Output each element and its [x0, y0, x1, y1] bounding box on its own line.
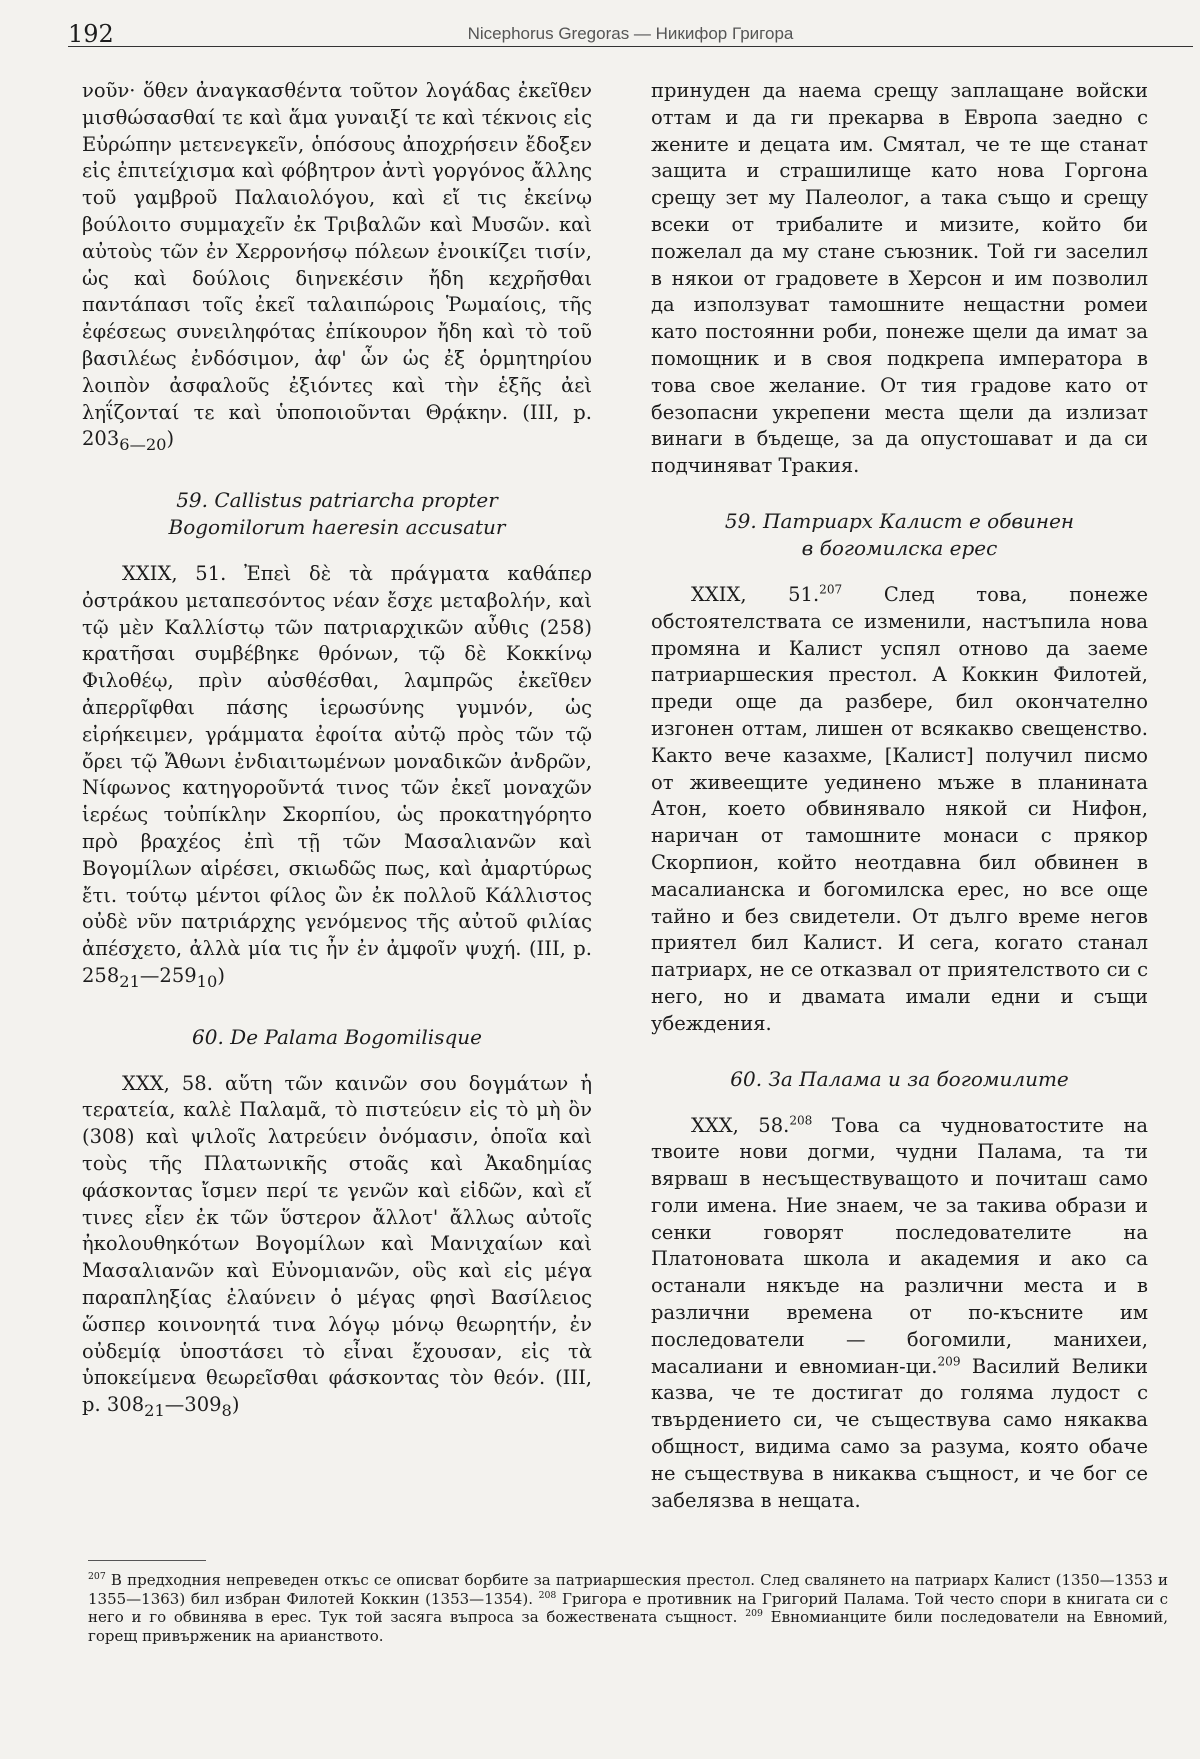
footnote-ref-209: 209 [937, 1354, 961, 1369]
section-59-bulgarian-title: 59. Патриарх Калист е обвинен в богомилска ерес [724, 508, 1075, 560]
bulgarian-section-60-paragraph: XXX, 58.$^{208}$ Това са чудноватостите на твоите нови догми, чудни Палама, та ти вярваш в несъществуващото и почиташ само голи имена. Ние знаем, че за такива образи и сенки говорят последователите на Платоновата школа и академия и ако са останали някъде на различни места и в различни времена от по-късните им последователи — богомили, манихеи, масалиани и евномиан-ци.$^{209}$ Василий Велики казва, че те достигат до голяма лудост с твърдението си, че съществува само някаква общност, видима само за разума, която обаче не съществува в никаква същност, и че бог се забелязва в нещата. [651, 1113, 1149, 1512]
greek-sec59-text: XXIX, 51. Ἐπεὶ δὲ τὰ πράγματα καθάπερ ὀστράκου μεταπεσόντος νέαν ἔσχε μεταβολήν, καὶ τῷ μὲν Καλλίστῳ τῶν πατριαρχικῶν αὖθις (258) κρατῆσαι συμβέβηκε θρόνων, τῷ δὲ Κοκκίνῳ Φιλοθέῳ, πρὶν αὐσθέσθαι, λαμπρῶς ἐκεῖθεν ἀπερρῖφθαι πάσης ἱερωσύνης γυμνόν, ὡς εἰρήκειμεν, γράμματα ἐφοίτα αὐτῷ πρὸς τῶν τῷ ὄρει τῷ Ἄθωνι ἐνδιαιτωμένων μοναδικῶν ἀνδρῶν, Νίφωνος κατηγοροῦντά τινος τῶν ἐκεῖ μοναχῶν ἱερέως τοὐπίκλην Σκορπίου, ὡς προκατηγόρητο πρὸ βραχέος ἐπὶ τῇ τῶν Μασαλιανῶν καὶ Βογομίλων αἱρέσει, σκιωδῶς πως, καὶ ἀμαρτύρως ἔτι. τούτῳ μέντοι φίλος ὢν ἐκ πολλοῦ Κάλλιστος οὐδὲ νῦν πατριάρχης γενόμενος τῆς αὐτοῦ φιλίας ἀπέσχετο, ἀλλὰ μία τις ἦν ἐν ἀμφοῖν ψυχή. (III, p. 258 [82, 562, 592, 987]
footnote-rule [88, 1560, 206, 1561]
greek-intro-paragraph: νοῦν· ὅθεν ἀναγκασθέντα τοῦτον λογάδας ἐκεῖθεν μισθώσασθαί τε καὶ ἅμα γυναιξί τε καὶ τέκνοις εἰς Εὐρώπην μετενεγκεῖν, ὁπόσους ἀποχρήσειν ἔδοξεν εἰς ἐπιτείχισμα καὶ φόβητρον ἀντὶ γοργόνος ἄλλης τοῦ γαμβροῦ Παλαιολόγου, καὶ εἴ τις ἐκείνῳ βούλοιτο συμμαχεῖν ἐκ Τριβαλῶν καὶ Μυσῶν. καὶ αὐτοὺς τῶν ἐν Χερρονήσῳ πόλεων ἐνοικίζει τισίν, ὡς καὶ δούλοις διηνεκέσιν ἤδη κεχρῆσθαι παντάπασι τοῖς ἐκεῖ ταλαιπώροις Ῥωμαίοις, τῆς ἐφέσεως συνειληφότας ἐπίκουρον ἤδη καὶ τὸ τοῦ βασιλέως ἐνδόσιμον, ἀφ' ὧν ὡς ἐξ ὁρμητηρίου λοιπὸν ἀσφαλοῦς ἐξιόντες καὶ τὴν ἑξῆς ἀεὶ ληΐζονταί τε καὶ ὑποποιοῦνται Θρᾴκην. (III, p. $203_{6—20}$) [82, 79, 592, 455]
footnotes: $^{207}$ В предходния непреведен откъс се описват борбите за патриаршеския престол. След свалянето на патриарх Калист (1350—1353 и 1355—1363) бил избран Филотей Коккин (1353—1354). $^{208}$ Григора е противник на Григорий Палама. Той често спори в книгата си с него и го обвинява в ерес. Тук той засяга въпроса за божествената същност. $^{209}$ Евномианците били последователи на Евномий, горещ привърженик на арианството. [88, 1571, 1168, 1645]
footnote-209: Евномианците били последователи на Евномий, горещ привърженик на арианството. [88, 1608, 1168, 1645]
page-number: 192 [68, 20, 114, 48]
greek-column [82, 78, 592, 1425]
footnote-ref-208: 208 [789, 1113, 813, 1127]
bulgarian-section-59-paragraph: XXIX, 51.$^{207}$ След това, понеже обстоятелствата се изменили, настъпила нова промяна и Калист успял отново да заеме патриаршеския престол. А Коккин Филотей, преди още да разбере, бил окончателно изгонен оттам, лишен от всякакво свещенство. Както вече казахме, [Калист] получил писмо от живеещите уединено мъже в планината Атон, което обвинявало някой си Нифон, наричан от тамошните монаси с прякор Скорпион, който неотдавна бил обвинен в масалианска и богомилска ерес, но все още тайно и без свидетели. От дълго време негов приятел бил Калист. И сега, когато станал патриарх, не се отказвал от приятелството си с него, но и двамата имали едни и същи убеждения. [651, 582, 1148, 1035]
bulgarian-column [651, 78, 1148, 1514]
section-59-latin-title: 59. Callistus patriarcha propter Bogomilorum haeresin accusatur [168, 488, 506, 540]
page-header [68, 18, 1193, 47]
footnote-208: Григора е противник на Григорий Палама. Той често спори в книгата си с него и го обвинява в ерес. Тук той засяга въпроса за божествената същност. [88, 1589, 1168, 1627]
footnote-207: В предходния непреведен откъс се описват борбите за патриаршеския престол. След свалянето на патриарх Калист (1350—1353 и 1355—1363) бил избран Филотей Коккин (1353—1354). [88, 1571, 1168, 1608]
bulgarian-intro-paragraph: принуден да наема срещу заплащане войски оттам и да ги прекарва в Европа заедно с жените и децата им. Смятал, че те ще станат защита и страшилище като нова Горгона срещу зет му Палеолог, а така също и срещу всеки от трибалите и мизите, който би пожелал да му стане съюзник. Той ги заселил в някои от градовете в Херсон и им позволил да използуват тамошните нещастни ромеи като постоянни роби, понеже щели да имат за помощник и в своя подкрепа императора в това свое желание. От тия градове като от безопасни укрепени места щели да излизат винаги в бъдеще, за да опустошават и да си подчиняват Тракия. [651, 79, 1148, 478]
running-head: Nicephorus Gregoras — Никифор Григора [467, 24, 794, 43]
greek-section-59-paragraph: XXIX, 51. Ἐπεὶ δὲ τὰ πράγματα καθάπερ ὀστράκου μεταπεσόντος νέαν ἔσχε μεταβολήν, καὶ τῷ μὲν Καλλίστῳ τῶν πατριαρχικῶν αὖθις (258) κρατῆσαι συμβέβηκε θρόνων, τῷ δὲ Κοκκίνῳ Φιλοθέῳ, πρὶν αὐσθέσθαι, λαμπρῶς ἐκεῖθεν ἀπερρῖφθαι πάσης ἱερωσύνης γυμνόν, ὡς εἰρήκειμεν, γράμματα ἐφοίτα αὐτῷ πρὸς τῶν τῷ ὄρει τῷ Ἄθωνι ἐνδιαιτωμένων μοναδικῶν ἀνδρῶν, Νίφωνος κατηγοροῦντά τινος τῶν ἐκεῖ μοναχῶν ἱερέως τοὐπίκλην Σκορπίου, ὡς προκατηγόρητο πρὸ βραχέος ἐπὶ τῇ τῶν Μασαλιανῶν καὶ Βογομίλων αἱρέσει, σκιωδῶς πως, καὶ ἀμαρτύρως ἔτι. τούτῳ μέντοι φίλος ὢν ἐκ πολλοῦ Κάλλιστος οὐδὲ νῦν πατριάρχης γενόμενος τῆς αὐτοῦ φιλίας ἀπέσχετο, ἀλλὰ μία τις ἦν ἐν ἀμφοῖν ψυχή. (III, p. $258_{21}—259_{10}$) [82, 562, 592, 991]
section-60-latin-title: 60. De Palama Bogomilisque [192, 1024, 482, 1049]
greek-sec60-text: XXX, 58. αὕτη τῶν καινῶν σου δογμάτων ἡ τερατεία, καλὲ Παλαμᾶ, τὸ πιστεύειν εἰς τὸ μὴ ὂν (308) καὶ ψιλοῖς λατρεύειν ὀνόμασιν, ὁποῖα καὶ τοὺς τῆς Πλατωνικῆς στοᾶς καὶ Ἀκαδημίας φάσκοντας ἴσμεν περί τε γενῶν καὶ εἰδῶν, καὶ εἴ τινες εἶεν ἐκ τῶν ὕστερον ἄλλοτ' ἄλλως αὐτοῖς ἠκολουθηκότων Βογομίλων καὶ Μανιχαίων καὶ Μασαλιανῶν καὶ Εὐνομιανῶν, οὓς καὶ εἰς μέγα παραπληξίας ἐλαύνειν ὁ μέγας φησὶ Βασίλειος ὥσπερ κοινονητά τινα λόγῳ μόνῳ θεωρητήν, ἐν οὐδεμίᾳ ὑποστάσει τὸ εἶναι ἔχουσαν, εἰς τὰ ὑποκείμενα θεωρεῖσθαι φάσκοντας τὸν θεόν. (III, p. 308 [82, 1071, 592, 1417]
greek-intro-ref-sub: 6—20 [119, 435, 167, 455]
greek-intro-text: νοῦν· ὅθεν ἀναγκασθέντα τοῦτον λογάδας ἐκεῖθεν μισθώσασθαί τε καὶ ἅμα γυναιξί τε καὶ τέκνοις εἰς Εὐρώπην μετενεγκεῖν, ὁπόσους ἀποχρήσειν ἔδοξεν εἰς ἐπιτείχισμα καὶ φόβητρον ἀντὶ γοργόνος ἄλλης τοῦ γαμβροῦ Παλαιολόγου, καὶ εἴ τις ἐκείνῳ βούλοιτο συμμαχεῖν ἐκ Τριβαλῶν καὶ Μυσῶν. καὶ αὐτοὺς τῶν ἐν Χερρονήσῳ πόλεων ἐνοικίζει τισίν, ὡς καὶ δούλοις διηνεκέσιν ἤδη κεχρῆσθαι παντάπασι τοῖς ἐκεῖ ταλαιπώροις Ῥωμαίοις, τῆς ἐφέσεως συνειληφότας ἐπίκουρον ἤδη καὶ τὸ τοῦ βασιλέως ἐνδόσιμον, ἀφ' ὧν ὡς ἐξ ὁρμητηρίου λοιπὸν ἀσφαλοῦς ἐξιόντες καὶ τὴν ἑξῆς ἀεὶ ληΐζονταί τε καὶ ὑποποιοῦνται Θρᾴκην. (III, p. 203 [82, 79, 592, 451]
section-60-bulgarian-title: 60. За Палама и за богомилите [730, 1066, 1069, 1091]
footnote-ref-207: 207 [819, 582, 843, 597]
greek-section-60-paragraph: XXX, 58. αὕτη τῶν καινῶν σου δογμάτων ἡ τερατεία, καλὲ Παλαμᾶ, τὸ πιστεύειν εἰς τὸ μὴ ὂν (308) καὶ ψιλοῖς λατρεύειν ὀνόμασιν, ὁποῖα καὶ τοὺς τῆς Πλατωνικῆς στοᾶς καὶ Ἀκαδημίας φάσκοντας ἴσμεν περί τε γενῶν καὶ εἰδῶν, καὶ εἴ τινες εἶεν ἐκ τῶν ὕστερον ἄλλοτ' ἄλλως αὐτοῖς ἠκολουθηκότων Βογομίλων καὶ Μανιχαίων καὶ Μασαλιανῶν καὶ Εὐνομιανῶν, οὓς καὶ εἰς μέγα παραπληξίας ἐλαύνειν ὁ μέγας φησὶ Βασίλειος ὥσπερ κοινονητά τινα λόγῳ μόνῳ θεωρητήν, ἐν οὐδεμίᾳ ὑποστάσει τὸ εἶναι ἔχουσαν, εἰς τὰ ὑποκείμενα θεωρεῖσθαι φάσκοντας τὸν θεόν. (III, p. $308_{21}—309_8$) [82, 1071, 592, 1421]
